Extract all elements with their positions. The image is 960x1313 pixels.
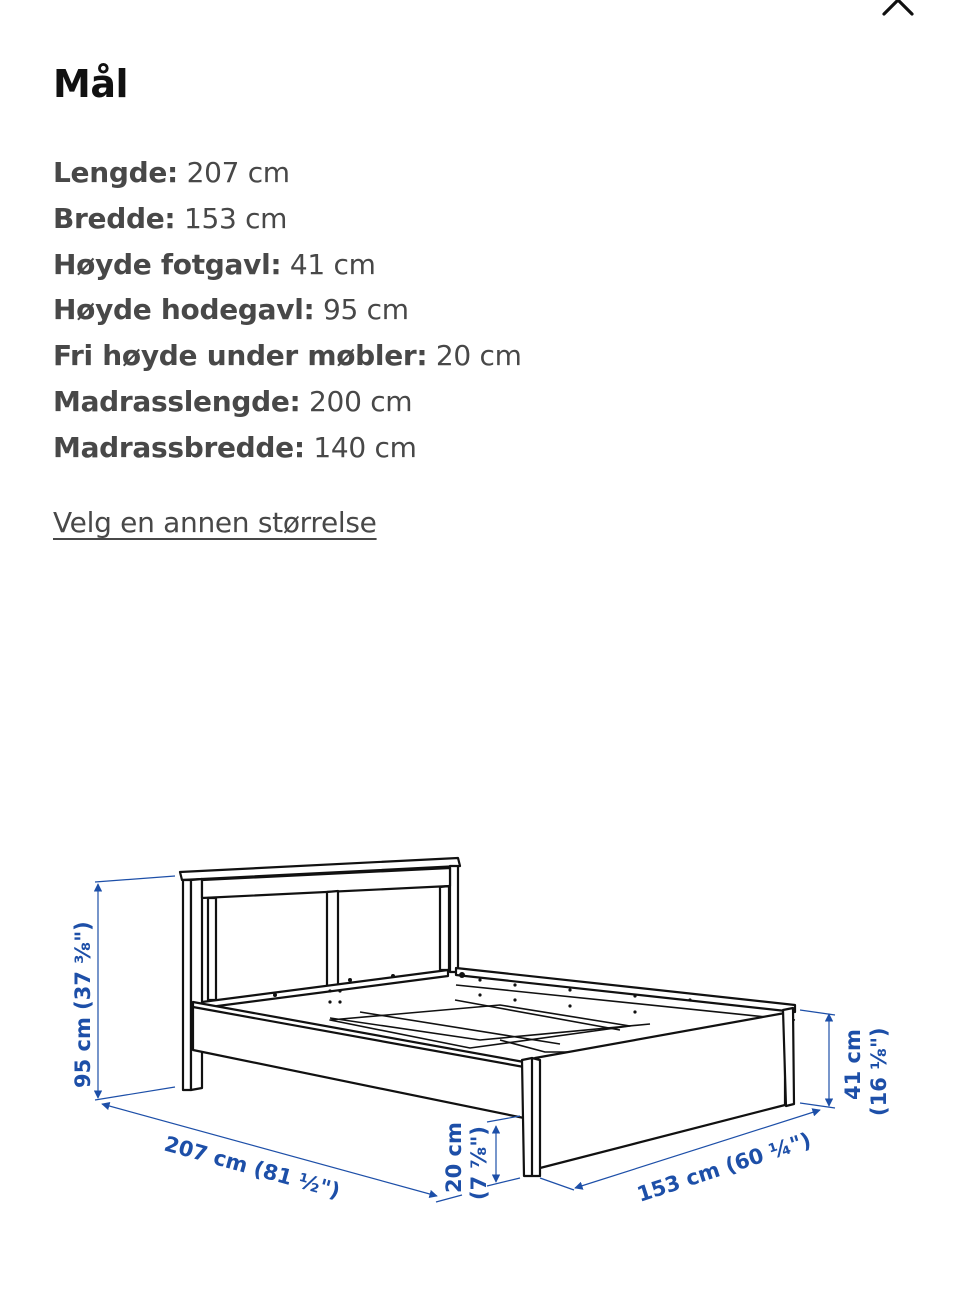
dimension-label: Fri høyde under møbler: xyxy=(53,339,428,373)
dimension-value: 95 cm xyxy=(323,293,409,327)
close-icon xyxy=(876,0,920,18)
footboard-cm-label: 41 cm xyxy=(841,1029,865,1100)
dimension-label: Lengde: xyxy=(53,156,178,189)
width-label: 153 cm (60 ¼") xyxy=(634,1127,814,1207)
dimension-value: 207 cm xyxy=(186,156,290,189)
dimension-label: Bredde: xyxy=(53,201,176,235)
clearance-in-label: (7 ⁷⁄₈") xyxy=(467,1126,491,1200)
dimension-value: 20 cm xyxy=(435,339,522,373)
dimension-label: Madrassbredde: xyxy=(53,430,305,464)
dimension-value: 140 cm xyxy=(313,430,417,464)
dimensions-list xyxy=(53,150,522,471)
dimension-label: Høyde fotgavl: xyxy=(53,247,282,281)
footboard-in-label: (16 ¹⁄₈") xyxy=(867,1027,891,1116)
dimension-value: 41 cm xyxy=(289,247,376,281)
page-title: Mål xyxy=(53,62,128,106)
headboard-height-label: 95 cm (37 ³⁄₈") xyxy=(71,921,95,1088)
dimension-label: Madrasslengde: xyxy=(53,384,301,418)
length-label: 207 cm (81 ½") xyxy=(161,1131,343,1204)
clearance-cm-label: 20 cm xyxy=(442,1122,466,1193)
choose-other-size-link[interactable]: Velg en annen størrelse xyxy=(53,506,377,539)
dimension-clearance xyxy=(53,333,522,379)
dimension-headboard-height xyxy=(53,287,522,333)
dimension-value: 200 cm xyxy=(309,384,413,418)
dimension-label: Høyde hodegavl: xyxy=(53,293,315,327)
dimension-length xyxy=(53,150,522,196)
dimension-mattress-width xyxy=(53,425,522,471)
close-button[interactable] xyxy=(876,0,920,18)
dimension-width xyxy=(53,196,522,242)
dimension-footboard-height xyxy=(53,242,522,288)
dimension-mattress-length xyxy=(53,379,522,425)
dimension-value: 153 cm xyxy=(183,201,288,235)
bed-dimension-diagram xyxy=(0,840,960,1240)
